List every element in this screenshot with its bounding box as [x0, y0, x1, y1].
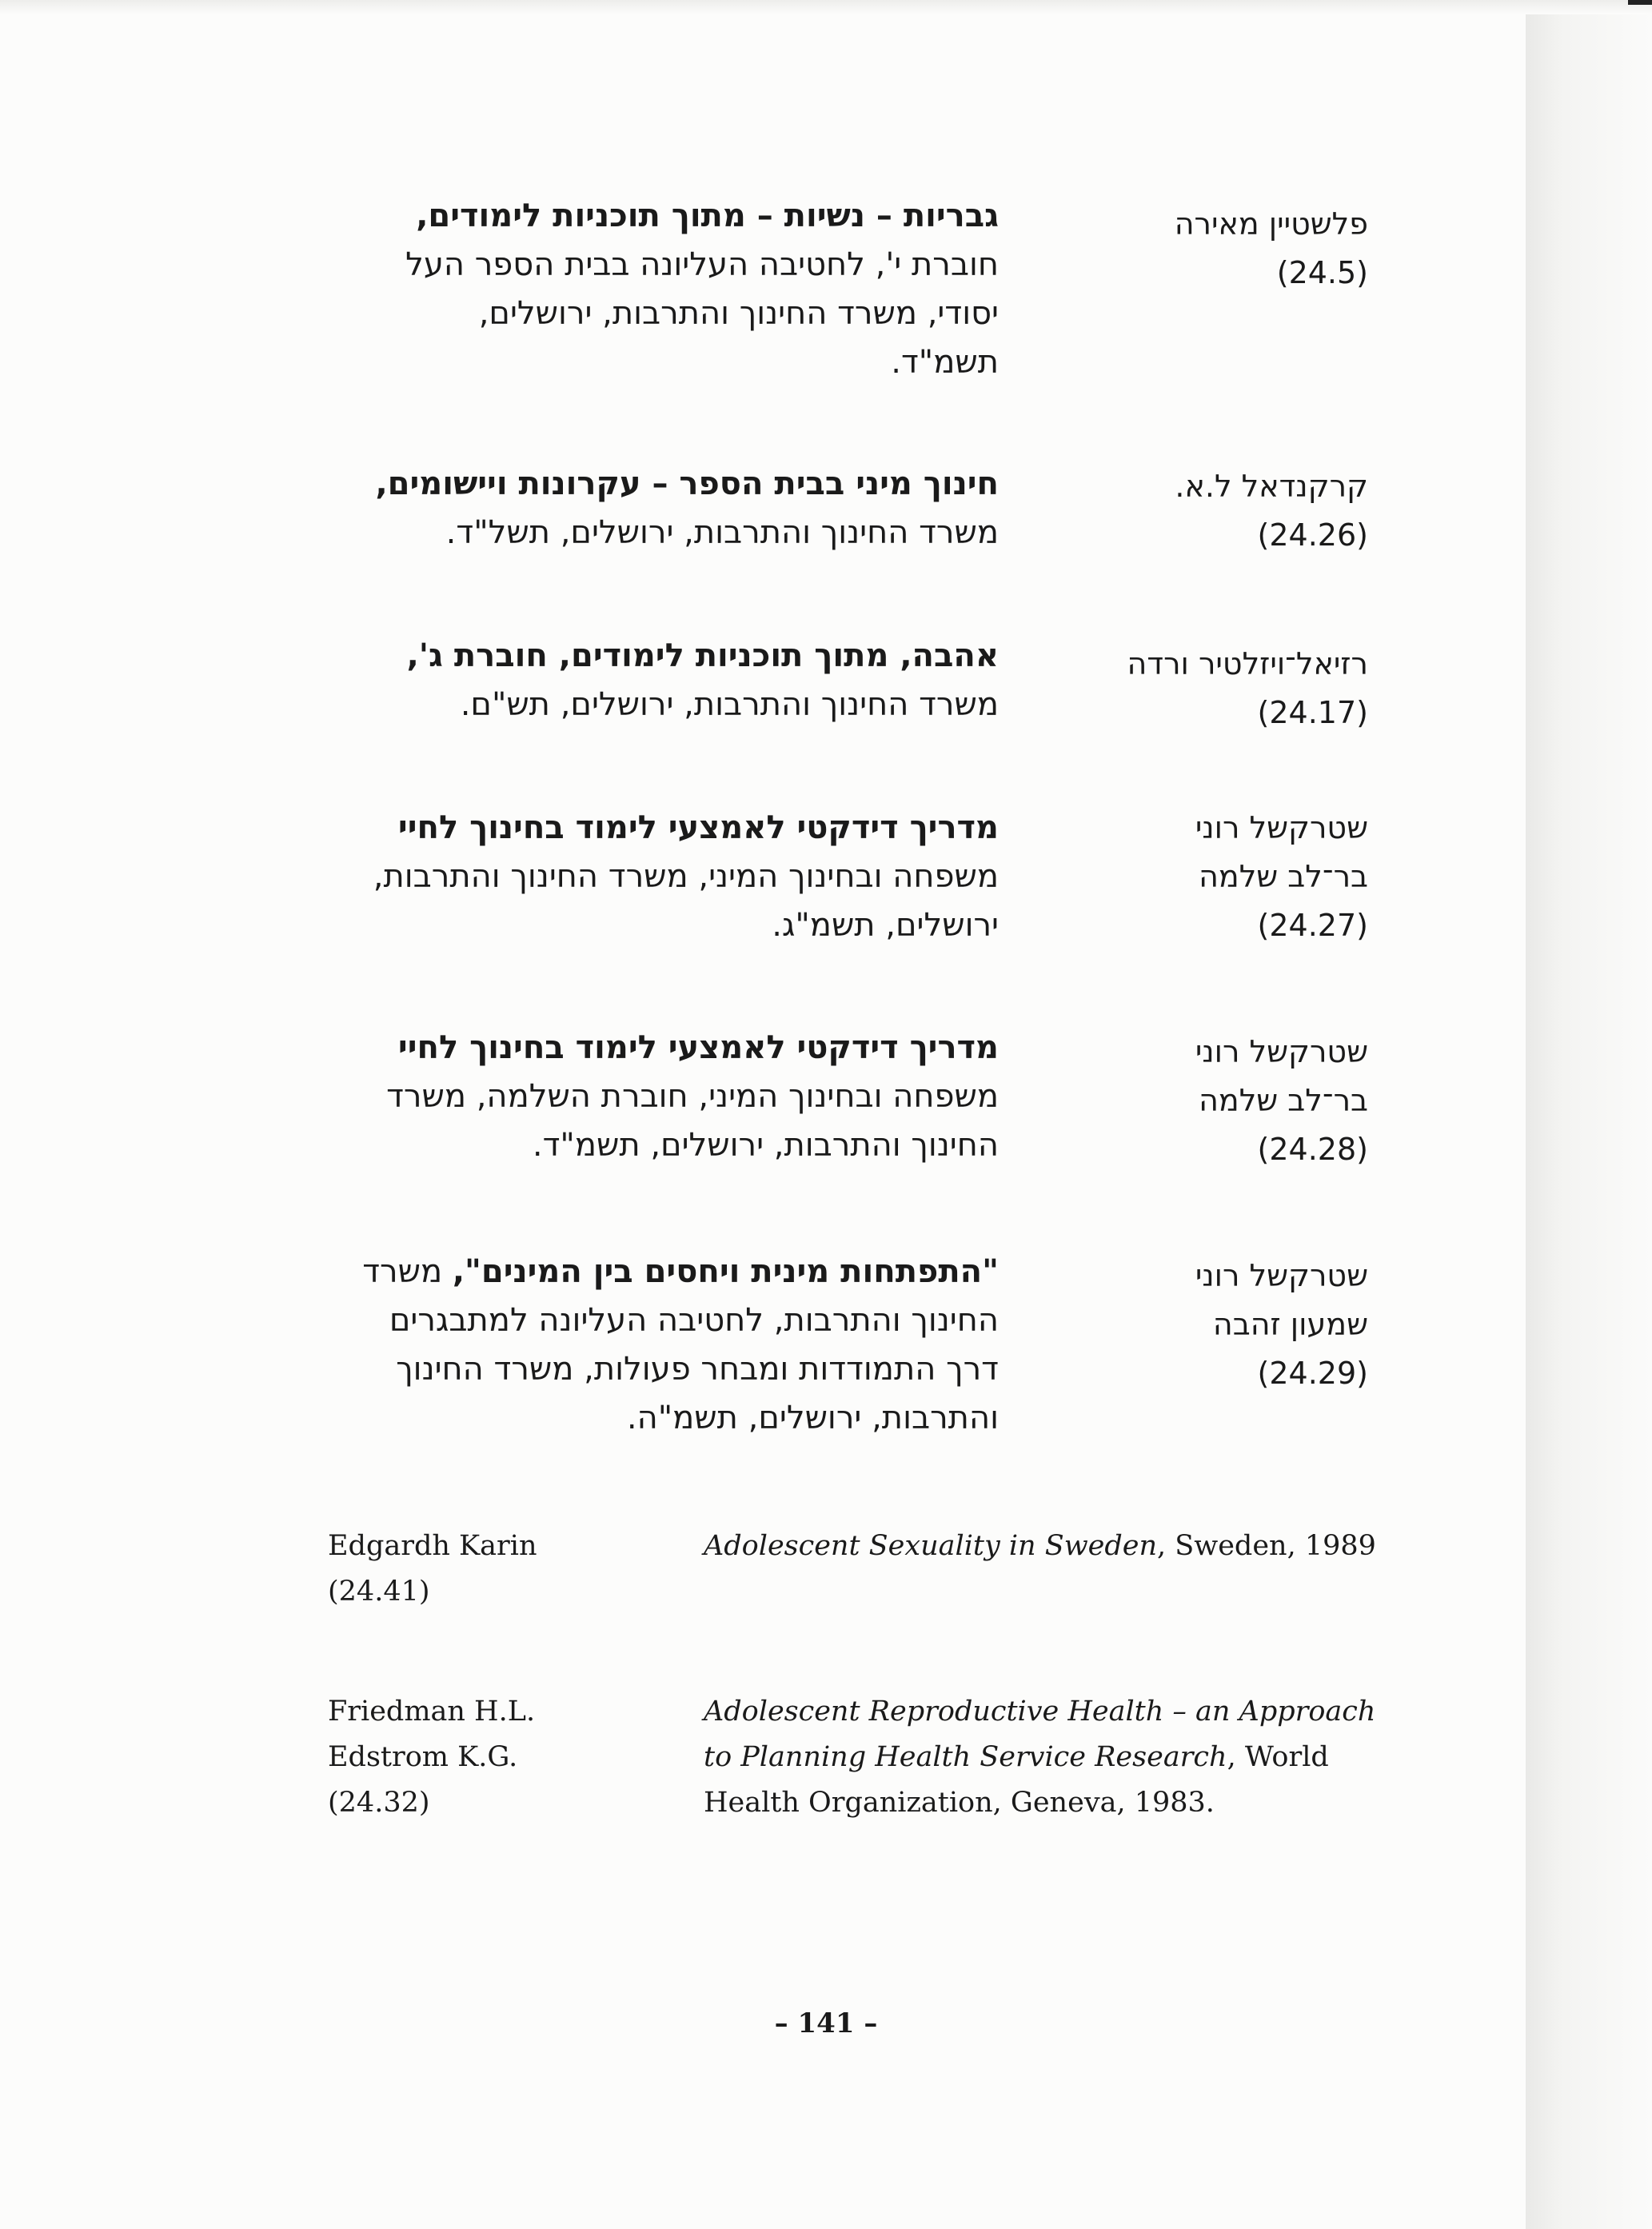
entry-author: רזיאל־ויזלטיר ורדה (24.17)	[1127, 646, 1368, 730]
entry-citation: גבריות – נשיות – מתוך תוכניות לימודים, חוברת י', לחטיבה העליונה בבית הספר העל יסודי, משרד החינוך והתרבות, ירושלים, תשמ"ד.	[405, 198, 999, 381]
entry-citation: אהבה, מתוך תוכניות לימודים, חוברת ג', משרד החינוך והתרבות, ירושלים, תש"ם.	[406, 637, 999, 723]
entry-citation: חינוך מיני בבית הספר – עקרונות ויישומים, משרד החינוך והתרבות, ירושלים, תשל"ד.	[375, 465, 999, 551]
entry-author: קרקנדאל ל.א. (24.26)	[1175, 469, 1368, 553]
scan-corner-mark	[1628, 0, 1652, 5]
entry-author: שטרקשל רוני בר־לב שלמה (24.27)	[1195, 810, 1368, 943]
entry-author: פלשטיין מאירה (24.5)	[1174, 206, 1368, 290]
scan-top-edge	[0, 0, 1652, 14]
entry-citation: מדריך דידקטי לאמצעי לימוד בחינוך לחיי משפחה ובחינוך המיני, חוברת השלמה, משרד החינוך והתרבות, ירושלים, תשמ"ד.	[386, 1029, 999, 1164]
entry-citation: "התפתחות מינית ויחסים בין המינים", משרד החינוך והתרבות, לחטיבה העליונה למתבגרים דרך התמודדות ומבחר פעולות, משרד החינוך והתרבות, ירושלים, תשמ"ה.	[362, 1253, 999, 1436]
entry-author: שטרקשל רוני בר־לב שלמה (24.28)	[1195, 1034, 1368, 1167]
latin-entry-citation: Adolescent Sexuality in Sweden, Sweden, 1989	[704, 1530, 1376, 1562]
entry-citation: מדריך דידקטי לאמצעי לימוד בחינוך לחיי משפחה ובחינוך המיני, משרד החינוך והתרבות, ירושלים, תשמ"ג.	[373, 809, 999, 944]
entry-author: שטרקשל רוני שמעון זהבה (24.29)	[1195, 1258, 1368, 1391]
latin-entry-citation: Adolescent Reproductive Health – an Approach to Planning Health Service Research, World Health Organization, Geneva, 1983.	[704, 1696, 1376, 1819]
latin-entry-author: Edgardh Karin (24.41)	[328, 1530, 537, 1608]
latin-entry-author: Friedman H.L. Edstrom K.G. (24.32)	[328, 1696, 536, 1819]
page-number: – 141 –	[774, 2007, 878, 2039]
scan-margin	[1526, 0, 1652, 2229]
